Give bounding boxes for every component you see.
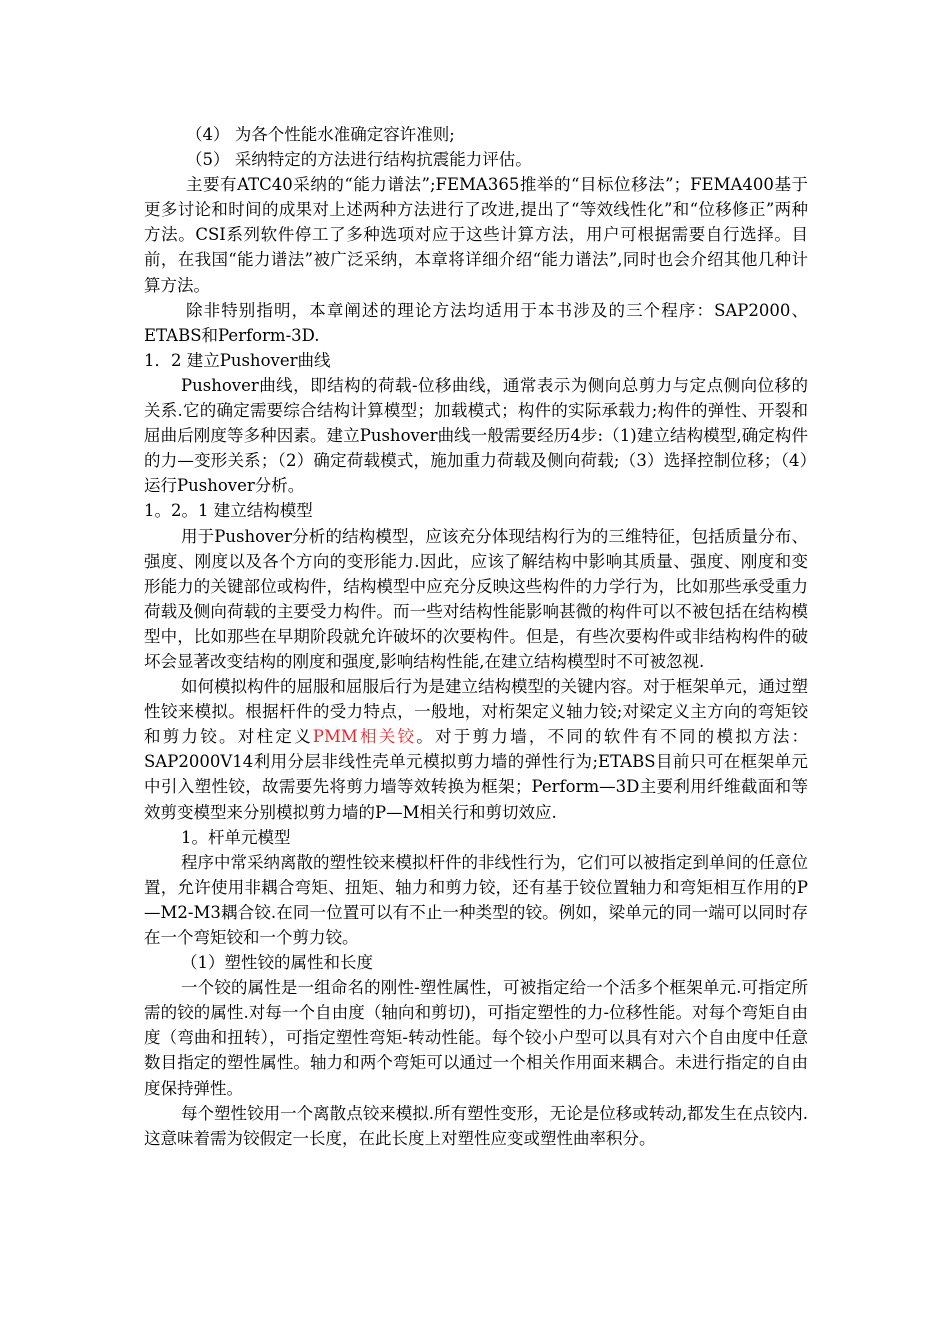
pmm-hinge-highlight: PMM相关铰 [312, 727, 417, 747]
list-item-4: （4） 为各个性能水准确定容许准则; [186, 125, 455, 144]
paragraph-hinge-modeling-start: 如何模拟构件的屈服和屈服后行为是建立结构模型的关键内容。对于框架单元，通过塑性铰来模拟。根据杆件的受力特点，一般地，对桁架定义轴力铰;对梁定义主方向的弯矩铰和剪力铰。对柱定义 [144, 677, 808, 747]
paragraph-hinge-properties: 一个铰的属性是一组命名的刚性-塑性属性，可被指定给一个活多个框架单元.可指定所需的铰的属性.对每一个自由度（轴向和剪切)，可指定塑性的力-位移性能。对每个弯矩自由度（弯曲和扭转），可指定塑性弯矩-转动性能。每个铰小户型可以具有对六个自由度中任意数目指定的塑性属性。轴力和两个弯矩可以通过一个相关作用面来耦合。未进行指定的自由度保持弹性。 [144, 978, 808, 1098]
paragraph-methods: 主要有ATC40采纳的“能力谱法”;FEMA365推举的“目标位移法”；FEMA400基于更多讨论和时间的成果对上述两种方法进行了改进,提出了“等效线性化”和“位移修正”两种方法。CSI系列软件停工了多种选项对应于这些计算方法，用户可根据需要自行选择。目前，在我国“能力谱法”被广泛采纳，本章将详细介绍“能力谱法”,同时也会介绍其他几种计算方法。 [144, 175, 808, 295]
list-item-5: （5） 采纳特定的方法进行结构抗震能力评估。 [186, 150, 532, 170]
subheading-bar-element-model: 1。杆单元模型 [181, 827, 291, 847]
paragraph-pushover-curve: Pushover曲线，即结构的荷载-位移曲线，通常表示为侧向总剪力与定点侧向位移的关系.它的确定需要综合结构计算模型；加载模式；构件的实际承载力;构件的弹性、开裂和屈曲后刚度等多种因素。建立Pushover曲线一般需要经历4步:（1)建立结构模型,确定构件的力—变形关系；（2）确定荷载模式，施加重力荷载及侧向荷载;（3）选择控制位移；（4）运行Pushover分析。 [144, 375, 808, 496]
paragraph-plastic-hinges: 程序中常采纳离散的塑性铰来模拟杆件的非线性行为，它们可以被指定到单间的任意位置，允许使用非耦合弯矩、扭矩、轴力和剪力铰，还有基于铰位置轴力和弯矩相互作用的P—M2-M3耦合铰.在同一位置可以有不止一种类型的铰。例如，梁单元的同一端可以同时存在一个弯矩铰和一个剪力铰。 [144, 852, 808, 947]
paragraph-point-hinge: 每个塑性铰用一个离散点铰来模拟.所有塑性变形，无论是位移或转动,都发生在点铰内.这意味着需为铰假定一长度，在此长度上对塑性应变或塑性曲率积分。 [144, 1103, 808, 1148]
paragraph-hinge-modeling [144, 674, 808, 825]
paragraph-hinge-modeling-end: 。对于剪力墙，不同的软件有不同的模拟方法：SAP2000V14利用分层非线性壳单元模拟剪力墙的弹性行为;ETABS目前只可在框架单元中引入塑性铰，故需要先将剪力墙等效转换为框架；Perform—3D主要利用纤维截面和等效剪变模型来分别模拟剪力墙的P—M相关行和剪切效应. [144, 727, 808, 822]
paragraph-structural-model: 用于Pushover分析的结构模型，应该充分体现结构行为的三维特征，包括质量分布、强度、刚度以及各个方向的变形能力.因此，应该了解结构中影响其质量、强度、刚度和变形能力的关键部位或构件，结构模型中应充分反映这些构件的力学行为，比如那些承受重力荷载及侧向荷载的主要受力构件。而一些对结构性能影响甚微的构件可以不被包括在结构模型中，比如那些在早期阶段就允许破坏的次要构件。但是，有些次要构件或非结构构件的破坏会显著改变结构的刚度和强度,影响结构性能,在建立结构模型时不可被忽视. [144, 526, 808, 671]
document-body [144, 122, 808, 1151]
paragraph-applicability: 除非特别指明，本章阐述的理论方法均适用于本书涉及的三个程序：SAP2000、ETABS和Perform-3D. [144, 300, 808, 345]
section-heading-1-2: 1．2 建立Pushover曲线 [144, 350, 331, 370]
section-heading-1-2-1: 1。2。1 建立结构模型 [144, 501, 313, 521]
subheading-hinge-properties: （1）塑性铰的属性和长度 [181, 953, 373, 973]
